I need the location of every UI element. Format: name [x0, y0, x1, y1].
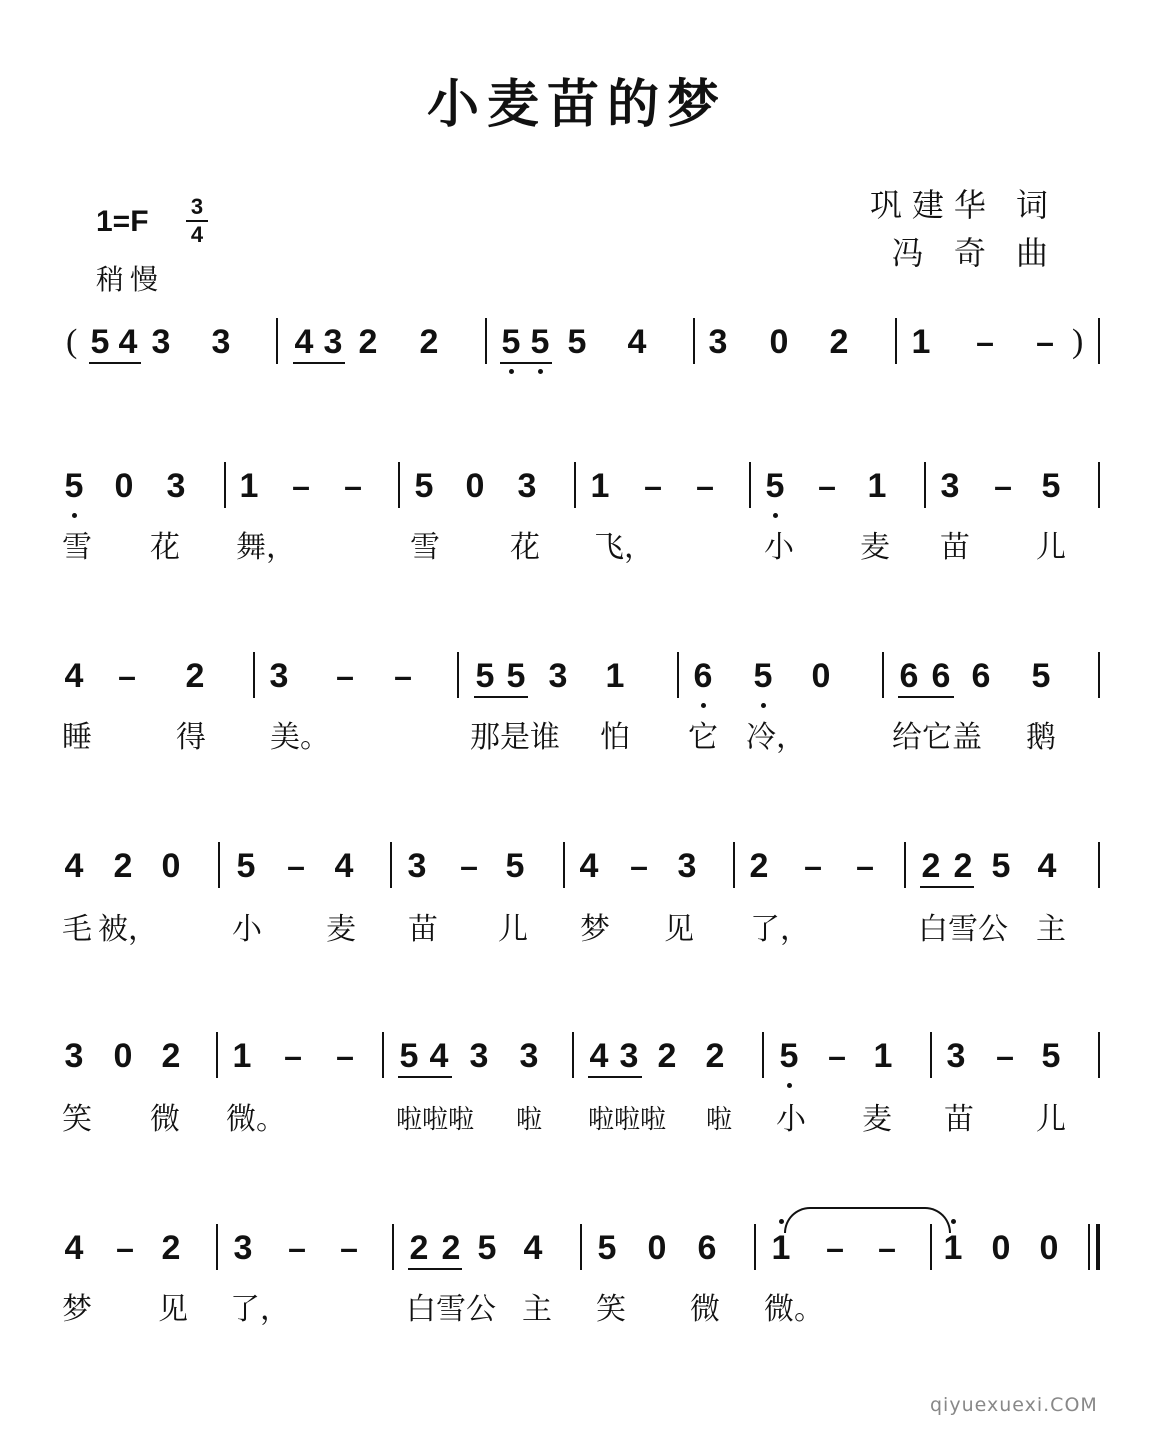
note: 3	[946, 1037, 966, 1075]
note: 0	[991, 1229, 1011, 1267]
dash: –	[284, 1038, 302, 1074]
dash: –	[292, 468, 310, 504]
note: 1	[605, 657, 625, 695]
lyric: 见	[158, 1292, 188, 1327]
low-octave-dot	[761, 703, 766, 708]
dash: –	[287, 848, 305, 884]
lyric: 白雪公	[918, 912, 1008, 947]
lyric: 见	[664, 912, 694, 947]
barline	[754, 1224, 756, 1270]
song-title: 小麦苗的梦	[426, 74, 727, 135]
lyric: 了，	[230, 1292, 290, 1327]
note: 1	[239, 467, 259, 505]
lyric: 苗	[408, 912, 438, 947]
lyric: 飞，	[594, 530, 654, 565]
time-signature-bottom: 4	[190, 222, 204, 247]
barline	[392, 1224, 394, 1270]
dash: –	[460, 848, 478, 884]
note: 2	[705, 1037, 725, 1075]
lyric: 它	[688, 720, 718, 755]
note: 1	[232, 1037, 252, 1075]
lyricist-credit: 巩建华 词	[869, 186, 1058, 224]
note: 5	[779, 1037, 799, 1075]
eighth-beam	[500, 362, 552, 364]
close-paren: )	[1072, 323, 1084, 360]
lyric: 得	[176, 720, 206, 755]
lyric: 小	[232, 912, 262, 947]
note: 5	[64, 467, 84, 505]
final-barline-thick	[1096, 1224, 1100, 1270]
note: 4	[64, 657, 84, 695]
note: 5	[1041, 467, 1061, 505]
note: 0	[647, 1229, 667, 1267]
time-signature	[186, 196, 208, 246]
barline	[224, 462, 226, 508]
stave-2	[0, 654, 1154, 698]
lyric: 麦	[326, 912, 356, 947]
open-paren: (	[66, 323, 78, 360]
low-octave-dot	[787, 1083, 792, 1088]
time-signature-top: 3	[190, 194, 204, 219]
dash: –	[856, 848, 874, 884]
lyric: 给它盖	[892, 720, 982, 755]
note: 6	[693, 657, 713, 695]
dash: –	[994, 468, 1012, 504]
barline	[930, 1224, 932, 1270]
dash: –	[828, 1038, 846, 1074]
note: 3	[166, 467, 186, 505]
lyric: 舞，	[236, 530, 296, 565]
note: 2	[749, 847, 769, 885]
eighth-beam	[588, 1076, 642, 1078]
note: 5	[567, 323, 587, 361]
note: 5	[399, 1037, 419, 1075]
note: 5	[765, 467, 785, 505]
note: 3	[548, 657, 568, 695]
note: 2	[161, 1037, 181, 1075]
lyric: 小	[776, 1102, 806, 1137]
note: 2	[657, 1037, 677, 1075]
key-signature: 1=F	[96, 205, 149, 238]
lyric: 麦	[860, 530, 890, 565]
barline	[580, 1224, 582, 1270]
lyric: 梦	[62, 1292, 92, 1327]
lyric: 微	[690, 1292, 720, 1327]
low-octave-dot	[538, 369, 543, 374]
barline	[1098, 1032, 1100, 1078]
note: 3	[469, 1037, 489, 1075]
barline	[1098, 652, 1100, 698]
dash: –	[340, 1230, 358, 1266]
lyric: 鹅	[1026, 720, 1056, 755]
note: 3	[269, 657, 289, 695]
note: 2	[409, 1229, 429, 1267]
dash: –	[118, 658, 136, 694]
dash: –	[826, 1230, 844, 1266]
note: 3	[64, 1037, 84, 1075]
note: 5	[505, 847, 525, 885]
note: 0	[113, 1037, 133, 1075]
note: 1	[943, 1229, 963, 1267]
barline	[485, 318, 487, 364]
low-octave-dot	[72, 513, 77, 518]
note: 3	[211, 323, 231, 361]
note: 3	[708, 323, 728, 361]
note: 4	[64, 1229, 84, 1267]
note: 4	[627, 323, 647, 361]
barline	[733, 842, 735, 888]
barline	[924, 462, 926, 508]
note: 3	[323, 323, 343, 361]
note: 6	[931, 657, 951, 695]
lyric: 那是谁	[470, 720, 560, 755]
note: 0	[811, 657, 831, 695]
lyric: 微。	[226, 1102, 286, 1137]
note: 5	[597, 1229, 617, 1267]
note: 3	[151, 323, 171, 361]
lyric: 儿	[1036, 1102, 1066, 1137]
low-octave-dot	[773, 513, 778, 518]
barline	[390, 842, 392, 888]
stave-3	[0, 844, 1154, 888]
watermark: qiyuexuexi.COM	[930, 1394, 1098, 1416]
note: 4	[523, 1229, 543, 1267]
dash: –	[696, 468, 714, 504]
note: 3	[619, 1037, 639, 1075]
note: 2	[419, 323, 439, 361]
dash: –	[644, 468, 662, 504]
barline	[398, 462, 400, 508]
lyric: 啦啦啦	[588, 1105, 667, 1135]
lyric: 雪	[62, 530, 92, 565]
lyric: 毛	[62, 912, 92, 947]
dash: –	[394, 658, 412, 694]
note: 3	[407, 847, 427, 885]
lyric: 花	[150, 530, 180, 565]
lyric: 小	[764, 530, 794, 565]
dash: –	[288, 1230, 306, 1266]
eighth-beam	[474, 696, 528, 698]
note: 2	[953, 847, 973, 885]
barline	[216, 1032, 218, 1078]
eighth-beam	[398, 1076, 452, 1078]
barline	[253, 652, 255, 698]
note: 3	[677, 847, 697, 885]
high-octave-dot	[779, 1219, 784, 1224]
note: 2	[113, 847, 133, 885]
note: 1	[590, 467, 610, 505]
lyric: 主	[1036, 912, 1066, 947]
barline	[1098, 462, 1100, 508]
lyric: 微。	[764, 1292, 824, 1327]
note: 1	[867, 467, 887, 505]
lyric: 儿	[498, 912, 528, 947]
eighth-beam	[920, 886, 974, 888]
dash: –	[878, 1230, 896, 1266]
stave-intro	[0, 320, 1154, 364]
lyric: 笑	[596, 1292, 626, 1327]
barline	[762, 1032, 764, 1078]
barline	[1098, 318, 1100, 364]
note: 4	[118, 323, 138, 361]
barline	[382, 1032, 384, 1078]
lyric: 儿	[1036, 530, 1066, 565]
lyric: 主	[522, 1292, 552, 1327]
note: 2	[829, 323, 849, 361]
lyric: 睡	[62, 720, 92, 755]
dash: –	[804, 848, 822, 884]
stave-1	[0, 464, 1154, 508]
lyric: 被，	[98, 912, 158, 947]
note: 5	[753, 657, 773, 695]
note: 4	[579, 847, 599, 885]
eighth-beam	[293, 362, 345, 364]
note: 4	[1037, 847, 1057, 885]
note: 6	[697, 1229, 717, 1267]
note: 0	[114, 467, 134, 505]
low-octave-dot	[509, 369, 514, 374]
barline	[677, 652, 679, 698]
note: 1	[873, 1037, 893, 1075]
lyric: 苗	[944, 1102, 974, 1137]
note: 0	[769, 323, 789, 361]
note: 3	[517, 467, 537, 505]
note: 5	[991, 847, 1011, 885]
note: 4	[64, 847, 84, 885]
note: 5	[236, 847, 256, 885]
lyric: 怕	[600, 720, 630, 755]
lyric: 冷，	[746, 720, 806, 755]
dash: –	[818, 468, 836, 504]
lyric: 花	[510, 530, 540, 565]
barline	[218, 842, 220, 888]
composer-credit: 冯 奇 曲	[891, 234, 1058, 272]
dash: –	[344, 468, 362, 504]
note: 4	[294, 323, 314, 361]
note: 2	[921, 847, 941, 885]
lyric: 啦	[516, 1105, 543, 1135]
barline	[930, 1032, 932, 1078]
note: 4	[589, 1037, 609, 1075]
note: 5	[1041, 1037, 1061, 1075]
note: 5	[506, 657, 526, 695]
barline	[895, 318, 897, 364]
barline	[574, 462, 576, 508]
note: 4	[429, 1037, 449, 1075]
note: 6	[971, 657, 991, 695]
eighth-beam	[898, 696, 954, 698]
barline	[457, 652, 459, 698]
note: 1	[911, 323, 931, 361]
barline	[216, 1224, 218, 1270]
note: 2	[441, 1229, 461, 1267]
lyric: 微	[150, 1102, 180, 1137]
lyric: 了，	[750, 912, 810, 947]
lyric: 苗	[940, 530, 970, 565]
note: 1	[771, 1229, 791, 1267]
note: 0	[161, 847, 181, 885]
note: 5	[501, 323, 521, 361]
stave-4	[0, 1034, 1154, 1078]
note: 5	[1031, 657, 1051, 695]
dash: –	[630, 848, 648, 884]
dash: –	[336, 1038, 354, 1074]
barline	[904, 842, 906, 888]
dash: –	[996, 1038, 1014, 1074]
note: 5	[414, 467, 434, 505]
lyric: 美。	[270, 720, 330, 755]
barline	[276, 318, 278, 364]
high-octave-dot	[951, 1219, 956, 1224]
note: 2	[185, 657, 205, 695]
barline	[693, 318, 695, 364]
lyric: 笑	[62, 1102, 92, 1137]
note: 5	[475, 657, 495, 695]
dash: –	[336, 658, 354, 694]
note: 5	[530, 323, 550, 361]
lyric: 梦	[580, 912, 610, 947]
barline	[749, 462, 751, 508]
note: 4	[334, 847, 354, 885]
lyric: 麦	[862, 1102, 892, 1137]
lyric: 啦	[706, 1105, 733, 1135]
final-barline-thin	[1088, 1224, 1090, 1270]
stave-5	[0, 1226, 1154, 1270]
note: 5	[90, 323, 110, 361]
low-octave-dot	[701, 703, 706, 708]
barline	[563, 842, 565, 888]
note: 0	[465, 467, 485, 505]
tempo-marking: 稍慢	[96, 263, 165, 296]
note: 3	[940, 467, 960, 505]
note: 6	[899, 657, 919, 695]
note: 2	[358, 323, 378, 361]
dash: –	[976, 324, 994, 360]
barline	[882, 652, 884, 698]
note: 0	[1039, 1229, 1059, 1267]
lyric: 啦啦啦	[396, 1105, 475, 1135]
barline	[1098, 842, 1100, 888]
eighth-beam	[408, 1268, 462, 1270]
lyric: 白雪公	[406, 1292, 496, 1327]
note: 5	[477, 1229, 497, 1267]
note: 3	[519, 1037, 539, 1075]
lyric: 雪	[410, 530, 440, 565]
dash: –	[116, 1230, 134, 1266]
note: 2	[161, 1229, 181, 1267]
note: 3	[233, 1229, 253, 1267]
dash: –	[1036, 324, 1054, 360]
barline	[572, 1032, 574, 1078]
eighth-beam	[89, 362, 141, 364]
